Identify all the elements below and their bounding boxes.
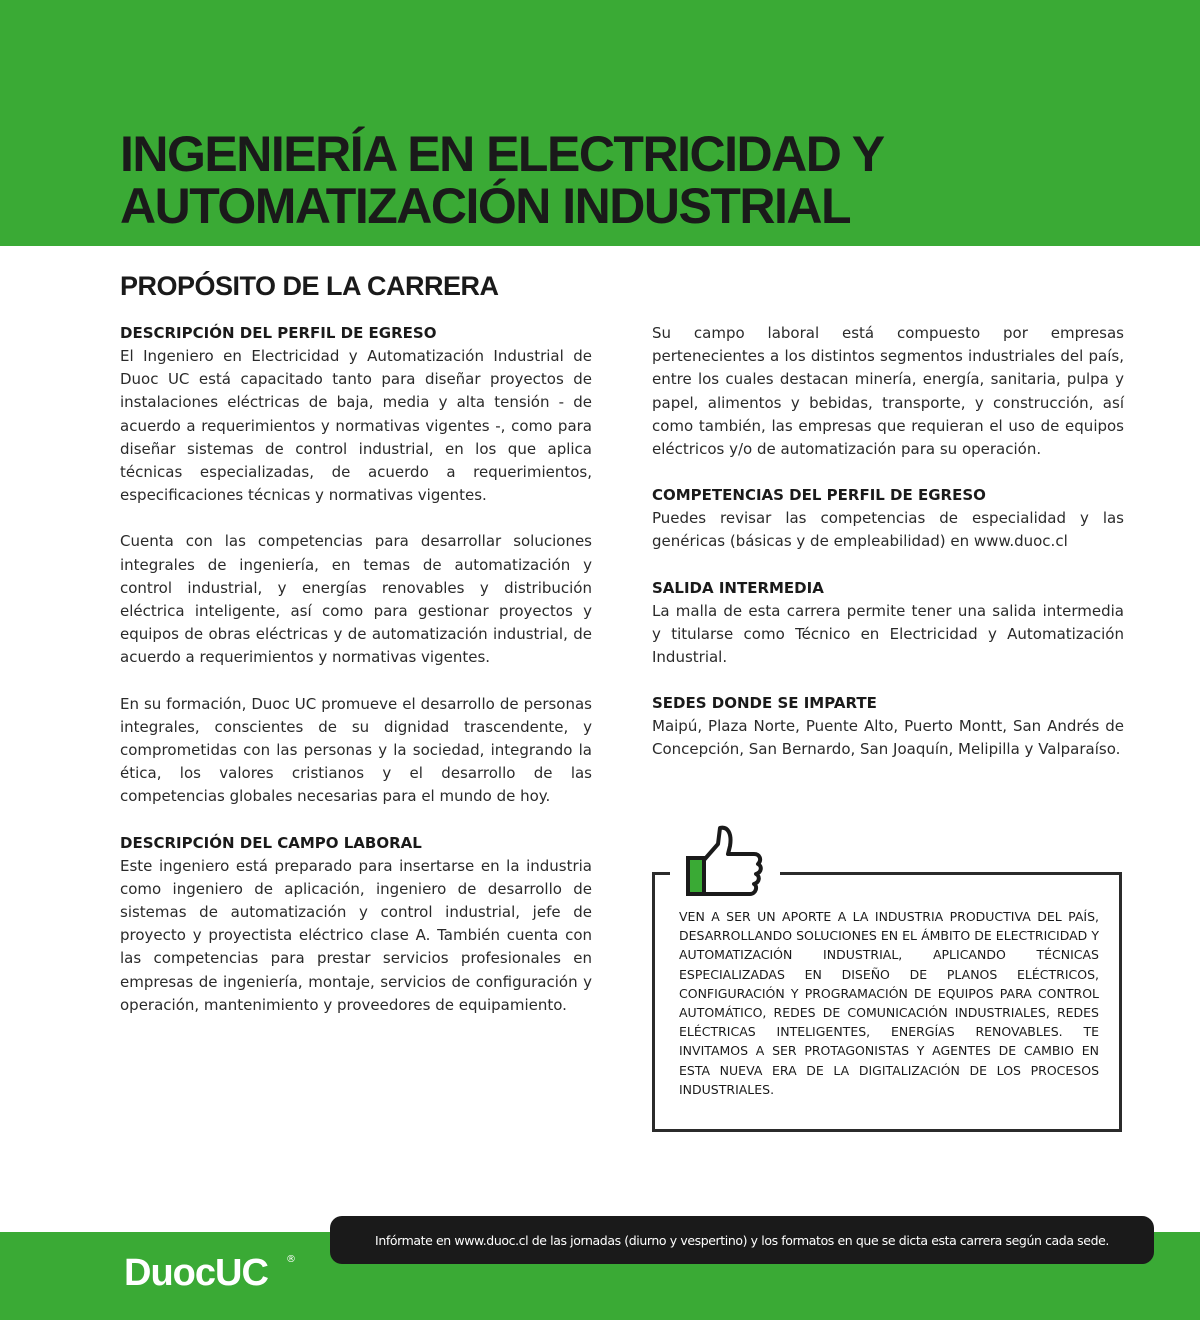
- campo-laboral-heading: DESCRIPCIÓN DEL CAMPO LABORAL: [120, 833, 422, 852]
- page-title-line-1: INGENIERÍA EN ELECTRICIDAD Y: [120, 126, 884, 182]
- salida-intermedia-text: La malla de esta carrera permite tener una salida intermedia y titularse como Técnico en Electricidad y Automatización Industrial.: [652, 601, 1124, 667]
- competencias-text: Puedes revisar las competencias de especialidad y las genéricas (básicas y de empleabilidad) en www.duoc.cl: [652, 509, 1124, 551]
- callout-text: VEN A SER UN APORTE A LA INDUSTRIA PRODUCTIVA DEL PAÍS, DESARROLLANDO SOLUCIONES EN EL ÁMBITO DE ELECTRICIDAD Y AUTOMATIZACIÓN INDUSTRIAL, APLICANDO TÉCNICAS ESPECIALIZADAS EN DISEÑO DE PLANOS ELÉCTRICOS, CONFIGURACIÓN Y PROGRAMACIÓN DE EQUIPOS PARA CONTROL AUTOMÁTICO, REDES DE COMUNICACIÓN INDUSTRIALES, REDES ELÉCTRICAS INTELIGENTES, ENERGÍAS RENOVABLES. TE INVITAMOS A SER PROTAGONISTAS Y AGENTES DE CAMBIO EN ESTA NUEVA ERA DE LA DIGITALIZACIÓN DE LOS PROCESOS INDUSTRIALES.: [679, 909, 1099, 1097]
- duocuc-logo: DuocUC: [124, 1252, 268, 1294]
- thumbs-up-icon: [670, 822, 780, 900]
- section-title: PROPÓSITO DE LA CARRERA: [120, 271, 499, 301]
- campo-laboral-paragraph-2: Su campo laboral está compuesto por empresas pertenecientes a los distintos segmentos industriales del país, entre los cuales destacan minería, energía, sanitaria, pulpa y papel, alimentos y bebidas, transporte, y construcción, así como también, las empresas que requieran el uso de equipos eléctricos y/o de automatización para su operación.: [652, 324, 1124, 459]
- perfil-egreso-heading: DESCRIPCIÓN DEL PERFIL DE EGRESO: [120, 324, 437, 342]
- right-column: [652, 322, 1124, 762]
- perfil-egreso-paragraph-1: El Ingeniero en Electricidad y Automatización Industrial de Duoc UC está capacitado tanto para diseñar proyectos de instalaciones eléctricas de baja, media y alta tensión - de acuerdo a requerimientos y normativas vigentes -, como para diseñar sistemas de control industrial, en los que aplica técnicas especializadas, de acuerdo a requerimientos, especificaciones técnicas y normativas vigentes.: [120, 347, 592, 505]
- registered-mark: ®: [286, 1254, 296, 1265]
- sedes-heading: SEDES DONDE SE IMPARTE: [652, 694, 877, 713]
- footer-info-text: Infórmate en www.duoc.cl de las jornadas (diurno y vespertino) y los formatos en que se dicta esta carrera según cada sede.: [375, 1232, 1109, 1248]
- sedes-text: Maipú, Plaza Norte, Puente Alto, Puerto Montt, San Andrés de Concepción, San Bernardo, San Joaquín, Melipilla y Valparaíso.: [652, 717, 1124, 759]
- salida-intermedia-heading: SALIDA INTERMEDIA: [652, 578, 824, 597]
- page-title: [120, 128, 884, 232]
- left-column: [120, 322, 592, 1017]
- perfil-egreso-paragraph-3: En su formación, Duoc UC promueve el desarrollo de personas integrales, conscientes de su dignidad trascendente, y comprometidas con las personas y la sociedad, integrando la ética, los valores cristianos y el desarrollo de las competencias globales necesarias para el mundo de hoy.: [120, 694, 592, 806]
- page-title-line-2: AUTOMATIZACIÓN INDUSTRIAL: [120, 178, 851, 234]
- competencias-heading: COMPETENCIAS DEL PERFIL DE EGRESO: [652, 486, 986, 505]
- perfil-egreso-paragraph-2: Cuenta con las competencias para desarrollar soluciones integrales de ingeniería, en temas de automatización y control industrial, y energías renovables y distribución eléctrica inteligente, así como para gestionar proyectos y equipos de obras eléctricas y de automatización industrial, de acuerdo a requerimientos y normativas vigentes.: [120, 532, 592, 667]
- campo-laboral-paragraph-1: Este ingeniero está preparado para insertarse en la industria como ingeniero de aplicación, ingeniero de desarrollo de sistemas de automatización y control industrial, jefe de proyecto y proyectista eléctrico clase A. También cuenta con las competencias para prestar servicios profesionales en empresas de ingeniería, montaje, servicios de configuración y operación, mantenimiento y proveedores de equipamiento.: [120, 856, 592, 1014]
- footer-info-banner: [330, 1216, 1154, 1264]
- callout-box: [652, 872, 1122, 1132]
